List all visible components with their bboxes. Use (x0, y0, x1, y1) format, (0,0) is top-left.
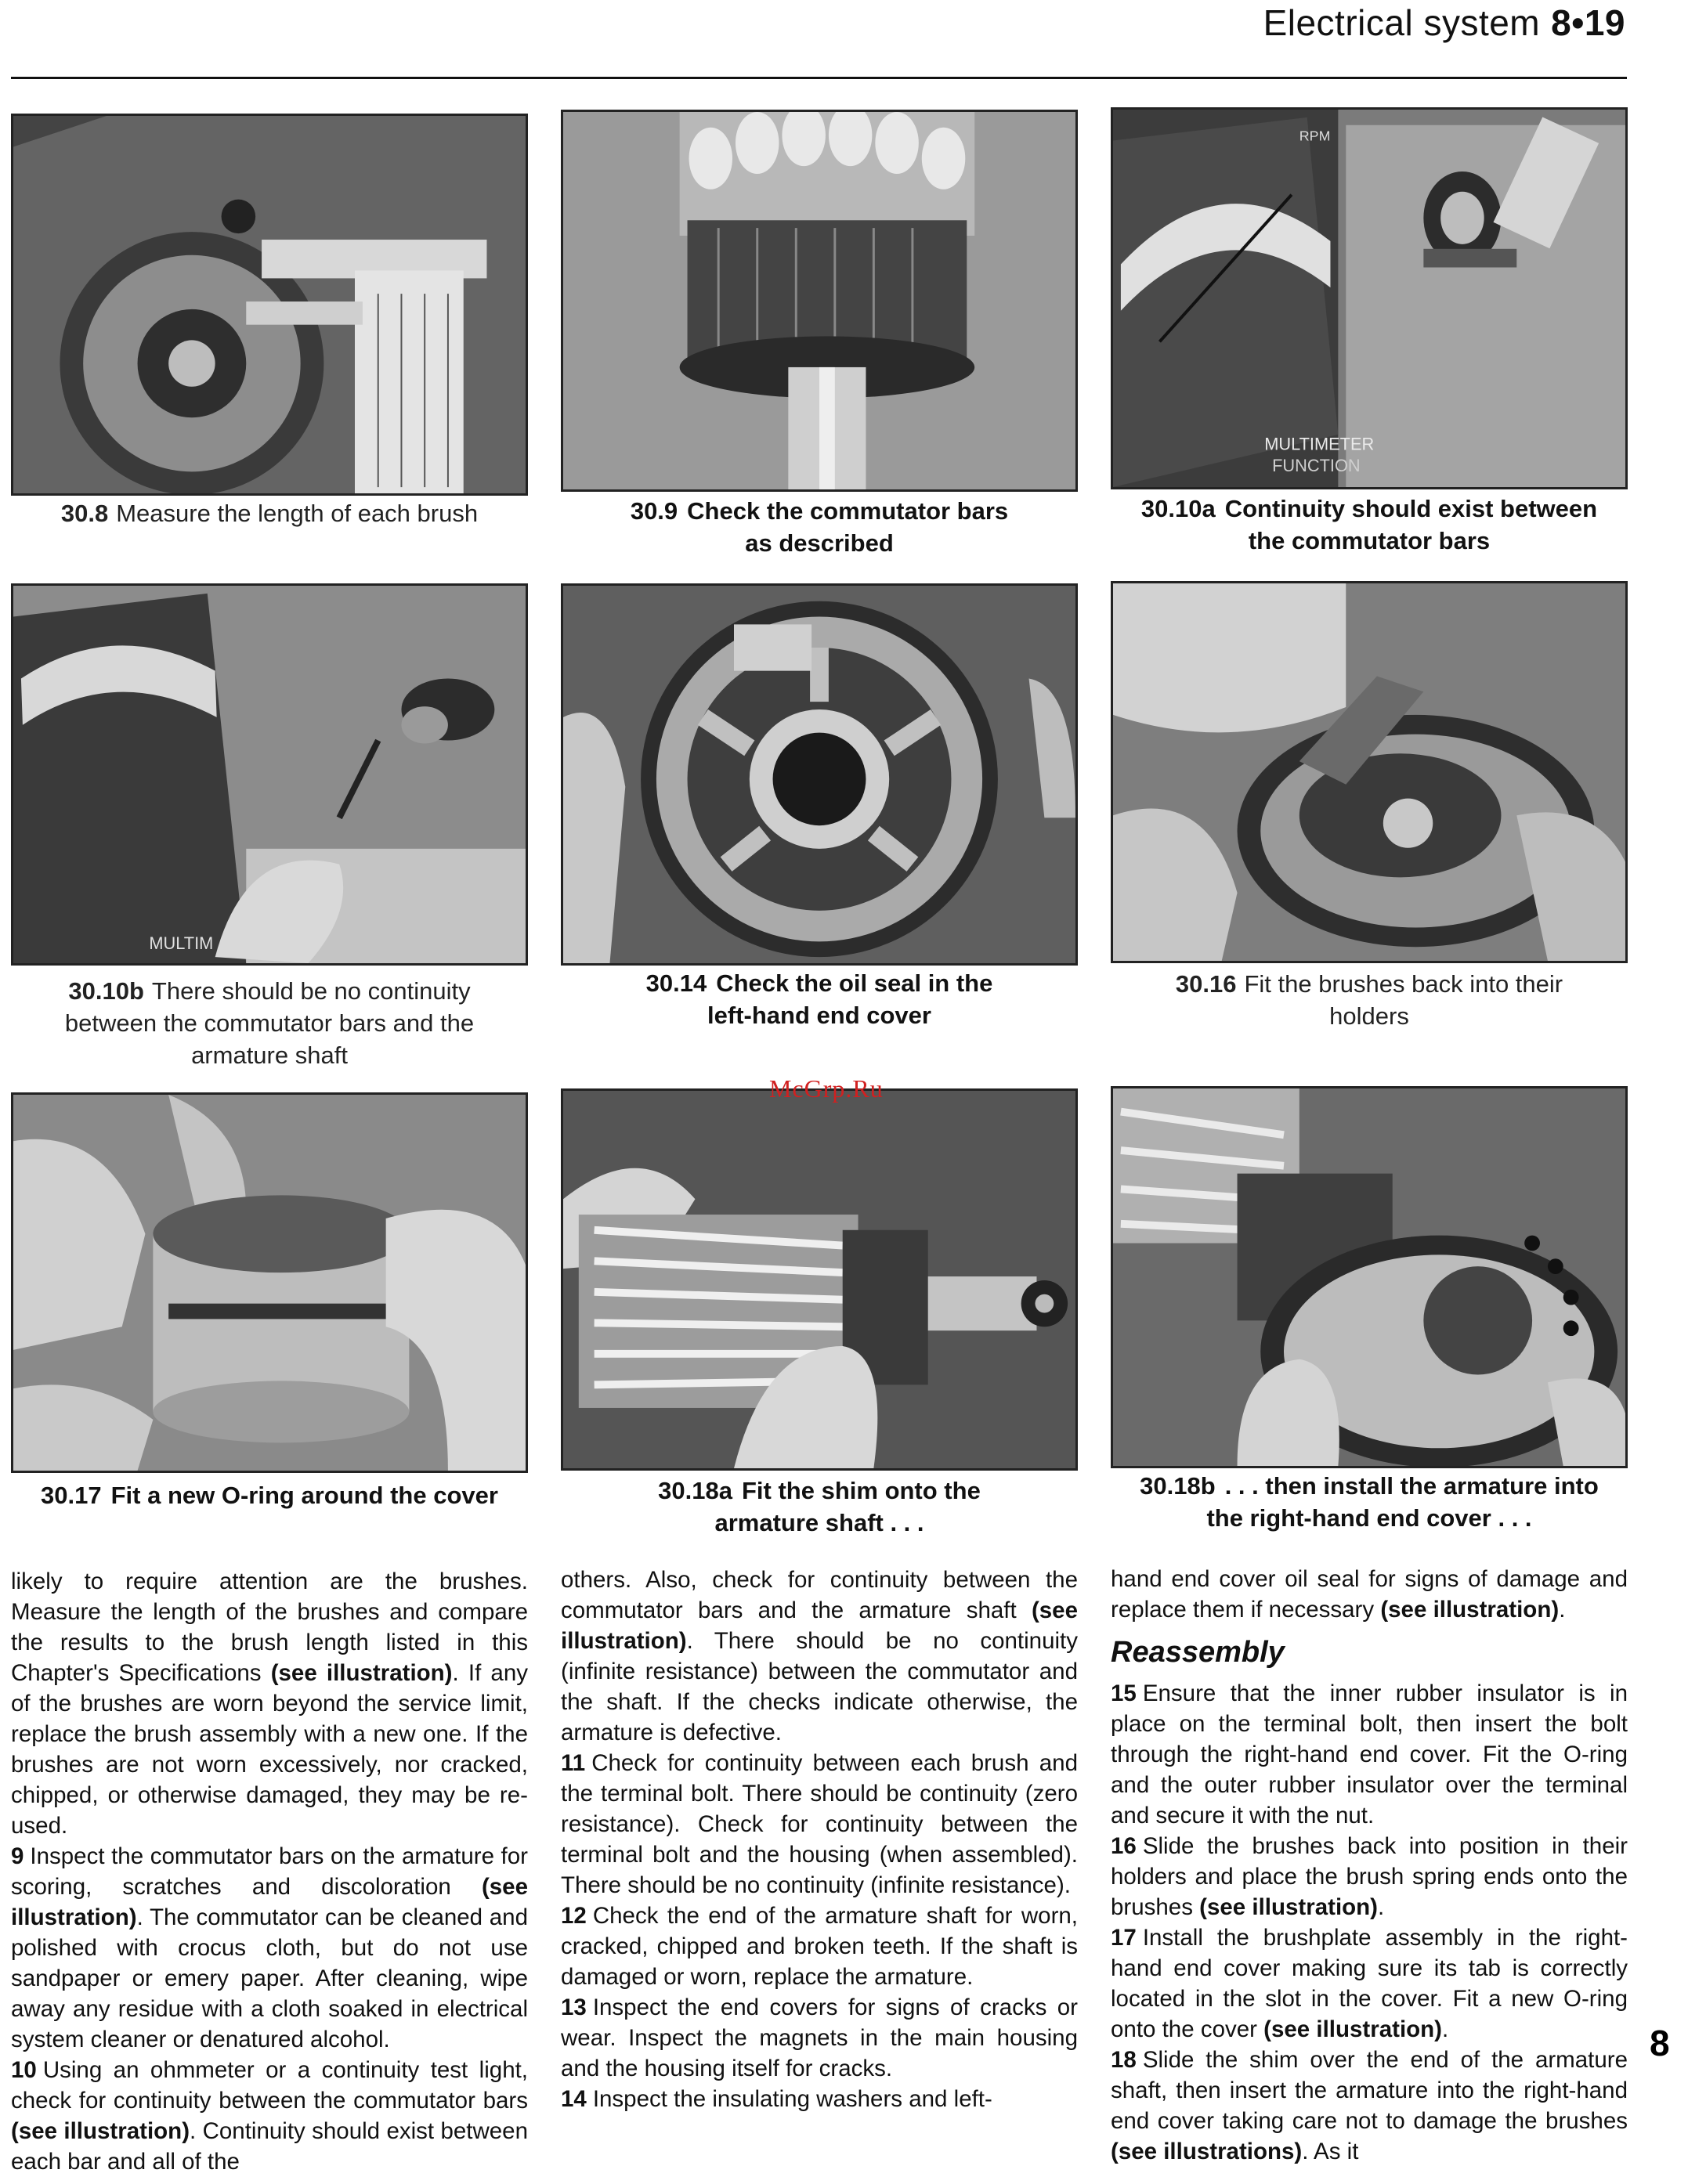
paragraph-10: 10 Using an ohmmeter or a continuity test light, check for continuity between the commutator bars (see illustration). Continuity should exist between each bar and all of the (11, 2057, 528, 2175)
figure-photo (11, 583, 528, 966)
text-column-2 (561, 1565, 1078, 2114)
figure-30-10b (11, 583, 528, 1069)
figure-30-16 (1111, 581, 1628, 1035)
paragraph-11: 11 Check for continuity between each brush and the terminal bolt. There should be continuity (zero resistance). Check for continuity between the terminal bolt and the housing (when assembled). There should be no continuity (infinite resistance). (561, 1750, 1078, 1898)
text-column-3 (1111, 1564, 1628, 2167)
figure-30-18b (1111, 1086, 1628, 1540)
figure-photo (561, 583, 1078, 966)
figure-caption: 30.18a Fit the shim onto the armature shaft . . . (658, 1477, 981, 1536)
page-number: 8•19 (1551, 2, 1625, 43)
figure-photo (1111, 581, 1628, 963)
figure-30-18a (561, 1088, 1078, 1543)
figure-30-9 (561, 110, 1078, 564)
running-head (1263, 2, 1625, 44)
chapter-tab-marker: 8 (1650, 2023, 1670, 2063)
figure-caption: 30.18b . . . then install the armature into the right-hand end cover . . . (1140, 1472, 1599, 1532)
figure-caption: 30.17 Fit a new O-ring around the cover (41, 1482, 498, 1509)
figure-30-10a (1111, 107, 1628, 561)
section-heading: Reassembly (1111, 1636, 1285, 1669)
figure-30-14 (561, 583, 1078, 1038)
figure-photo (561, 110, 1078, 492)
figure-caption: 30.10a Continuity should exist between the commutator bars (1140, 495, 1598, 554)
paragraph: others. Also, check for continuity between the commutator bars and the armature shaft (see illustration). There should be no continuity (infinite resistance) between the commutator and the shaft. If the checks indicate otherwise, the armature is defective. (561, 1567, 1078, 1745)
photo-label: FUNCTION (1272, 456, 1361, 476)
page-header (0, 0, 1688, 86)
figure-caption: 30.9 Check the commutator bars as described (630, 497, 1009, 557)
paragraph: likely to require attention are the brushes. Measure the length of the brushes and compare the results to the brush length listed in this Chapter's Specifications (see illustration). If any of the brushes are worn beyond the service limit, replace the brush assembly with a new one. If the brushes are not worn excessively, nor cracked, chipped, or otherwise damaged, they may be re-used. (11, 1569, 528, 1839)
chapter-title: Electrical system (1263, 2, 1541, 43)
paragraph-17: 17 Install the brushplate assembly in the right-hand end cover making sure its tab is correctly located in the slot in the cover. Fit a new O-ring onto the cover (see illustration). (1111, 1925, 1628, 2042)
paragraph-14: 14 Inspect the insulating washers and left- (561, 2086, 992, 2112)
figure-30-17 (11, 1092, 528, 1531)
figure-photo (561, 1088, 1078, 1471)
figure-photo (1111, 107, 1628, 489)
paragraph: hand end cover oil seal for signs of damage and replace them if necessary (see illustration). (1111, 1566, 1628, 1623)
text-column-1 (11, 1566, 528, 2177)
paragraph-13: 13 Inspect the end covers for signs of cracks or wear. Inspect the magnets in the main housing and the housing itself for cracks. (561, 1994, 1078, 2081)
figure-caption: 30.8 Measure the length of each brush (60, 500, 479, 527)
figure-30-8 (11, 114, 528, 552)
paragraph-12: 12 Check the end of the armature shaft for worn, cracked, chipped and broken teeth. If the shaft is damaged or worn, replace the armature. (561, 1903, 1078, 1990)
photo-label: MULTIM (149, 933, 214, 954)
figure-caption: 30.10b There should be no continuity between the commutator bars and the armature shaft (64, 977, 475, 1069)
figure-photo (1111, 1086, 1628, 1468)
figure-caption: 30.14 Check the oil seal in the left-hand end cover (645, 969, 993, 1029)
watermark: McGrp.Ru (769, 1074, 884, 1103)
paragraph-9: 9 Inspect the commutator bars on the armature for scoring, scratches and discoloration (see illustration). The commutator can be cleaned and polished with crocus cloth, but do not use sandpaper or emery paper. After cleaning, wipe away any residue with a cloth soaked in electrical system cleaner or denatured alcohol. (11, 1843, 528, 2052)
paragraph-15: 15 Ensure that the inner rubber insulator is in place on the terminal bolt, then insert the bolt through the right-hand end cover. Fit the O-ring and the outer rubber insulator over the terminal and secure it with the nut. (1111, 1680, 1628, 1828)
figure-photo (11, 1092, 528, 1473)
photo-label: RPM (1299, 128, 1331, 144)
photo-label: MULTIMETER (1264, 434, 1375, 454)
paragraph-18: 18 Slide the shim over the end of the armature shaft, then insert the armature into the right-hand end cover taking care not to damage the brushes (see illustrations). As it (1111, 2047, 1628, 2164)
paragraph-16: 16 Slide the brushes back into position in their holders and place the brush spring ends onto the brushes (see illustration). (1111, 1833, 1628, 1920)
figure-photo (11, 114, 528, 496)
figure-caption: 30.16 Fit the brushes back into their holders (1175, 970, 1563, 1030)
header-rule (11, 77, 1627, 79)
